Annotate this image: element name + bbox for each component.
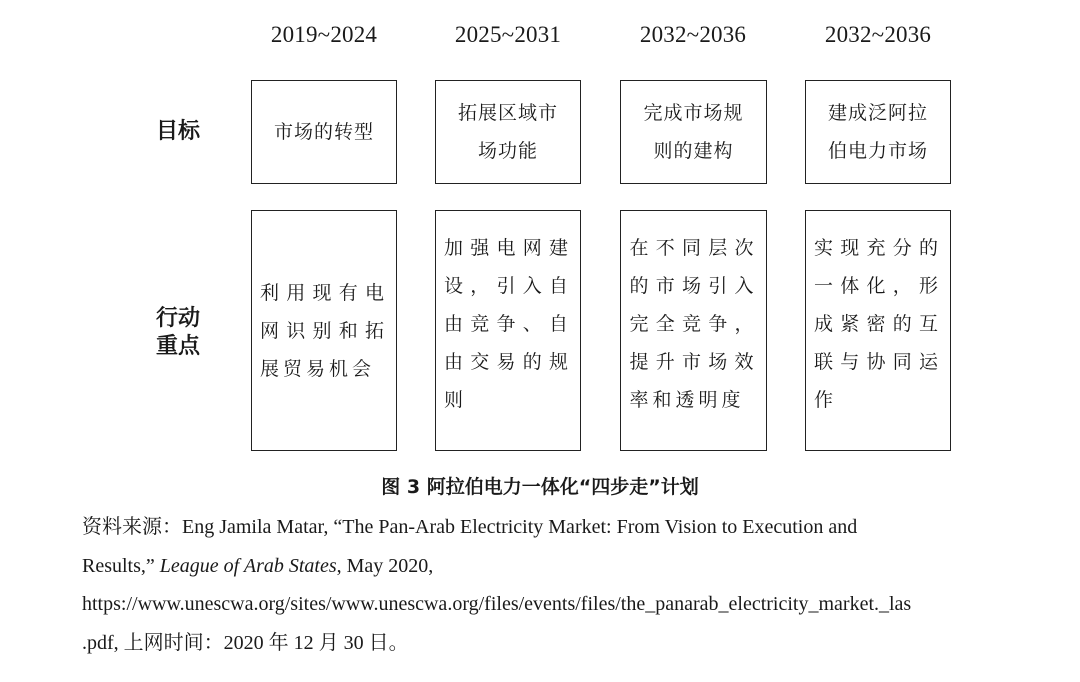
goal-text-3: 完成市场规则的建构 <box>643 102 744 162</box>
source-line-2 <box>82 547 1022 586</box>
action-box-2 <box>435 210 581 451</box>
figure-caption: 图 3 阿拉伯电力一体化“四步走”计划 <box>381 476 699 498</box>
source-line-1: 资料来源：Eng Jamila Matar, “The Pan-Arab Electricity Market: From Vision to Execution and <box>82 516 858 538</box>
goal-text-1: 市场的转型 <box>273 121 374 143</box>
action-text-4: 实现充分的一体化，形成紧密的互联与协同运作 <box>814 237 942 411</box>
source-publisher: League of Arab States <box>159 554 337 577</box>
action-box-3 <box>620 210 767 451</box>
action-text-3: 在不同层次的市场引入完全竞争，提升市场效率和透明度 <box>629 237 758 411</box>
period-header-2: 2025~2031 <box>454 22 562 47</box>
action-text-1: 利用现有电网识别和拓展贸易机会 <box>260 281 388 380</box>
goal-text-2: 拓展区域市场功能 <box>458 102 559 162</box>
action-text-2: 加强电网建设，引入自由竞争、自由交易的规则 <box>444 237 572 411</box>
action-box-1 <box>251 210 397 451</box>
period-header-1: 2019~2024 <box>270 22 378 47</box>
source-line-4: .pdf, 上网时间：2020 年 12 月 30 日。 <box>82 631 409 654</box>
source-line-2-pre: Results,” <box>82 554 160 577</box>
row-label-action <box>140 305 216 361</box>
source-line-2-post: , May 2020, <box>336 554 434 577</box>
goal-box-2 <box>435 80 581 184</box>
row-label-goal-text: 目标 <box>155 119 200 144</box>
goal-box-3 <box>620 80 767 184</box>
source-url[interactable]: https://www.unescwa.org/sites/www.unescwa.org/files/events/files/the_panarab_electricity_market._las <box>82 593 912 615</box>
period-header-3: 2032~2036 <box>639 22 747 47</box>
action-box-4 <box>805 210 951 451</box>
period-header-4: 2032~2036 <box>824 22 932 47</box>
row-label-action-line2: 重点 <box>155 334 200 359</box>
source-note <box>82 508 1022 662</box>
goal-text-4: 建成泛阿拉伯电力市场 <box>827 102 928 162</box>
row-label-action-line1: 行动 <box>155 306 200 331</box>
goal-box-1 <box>251 80 397 184</box>
row-label-goal <box>140 118 216 146</box>
goal-box-4 <box>805 80 951 184</box>
